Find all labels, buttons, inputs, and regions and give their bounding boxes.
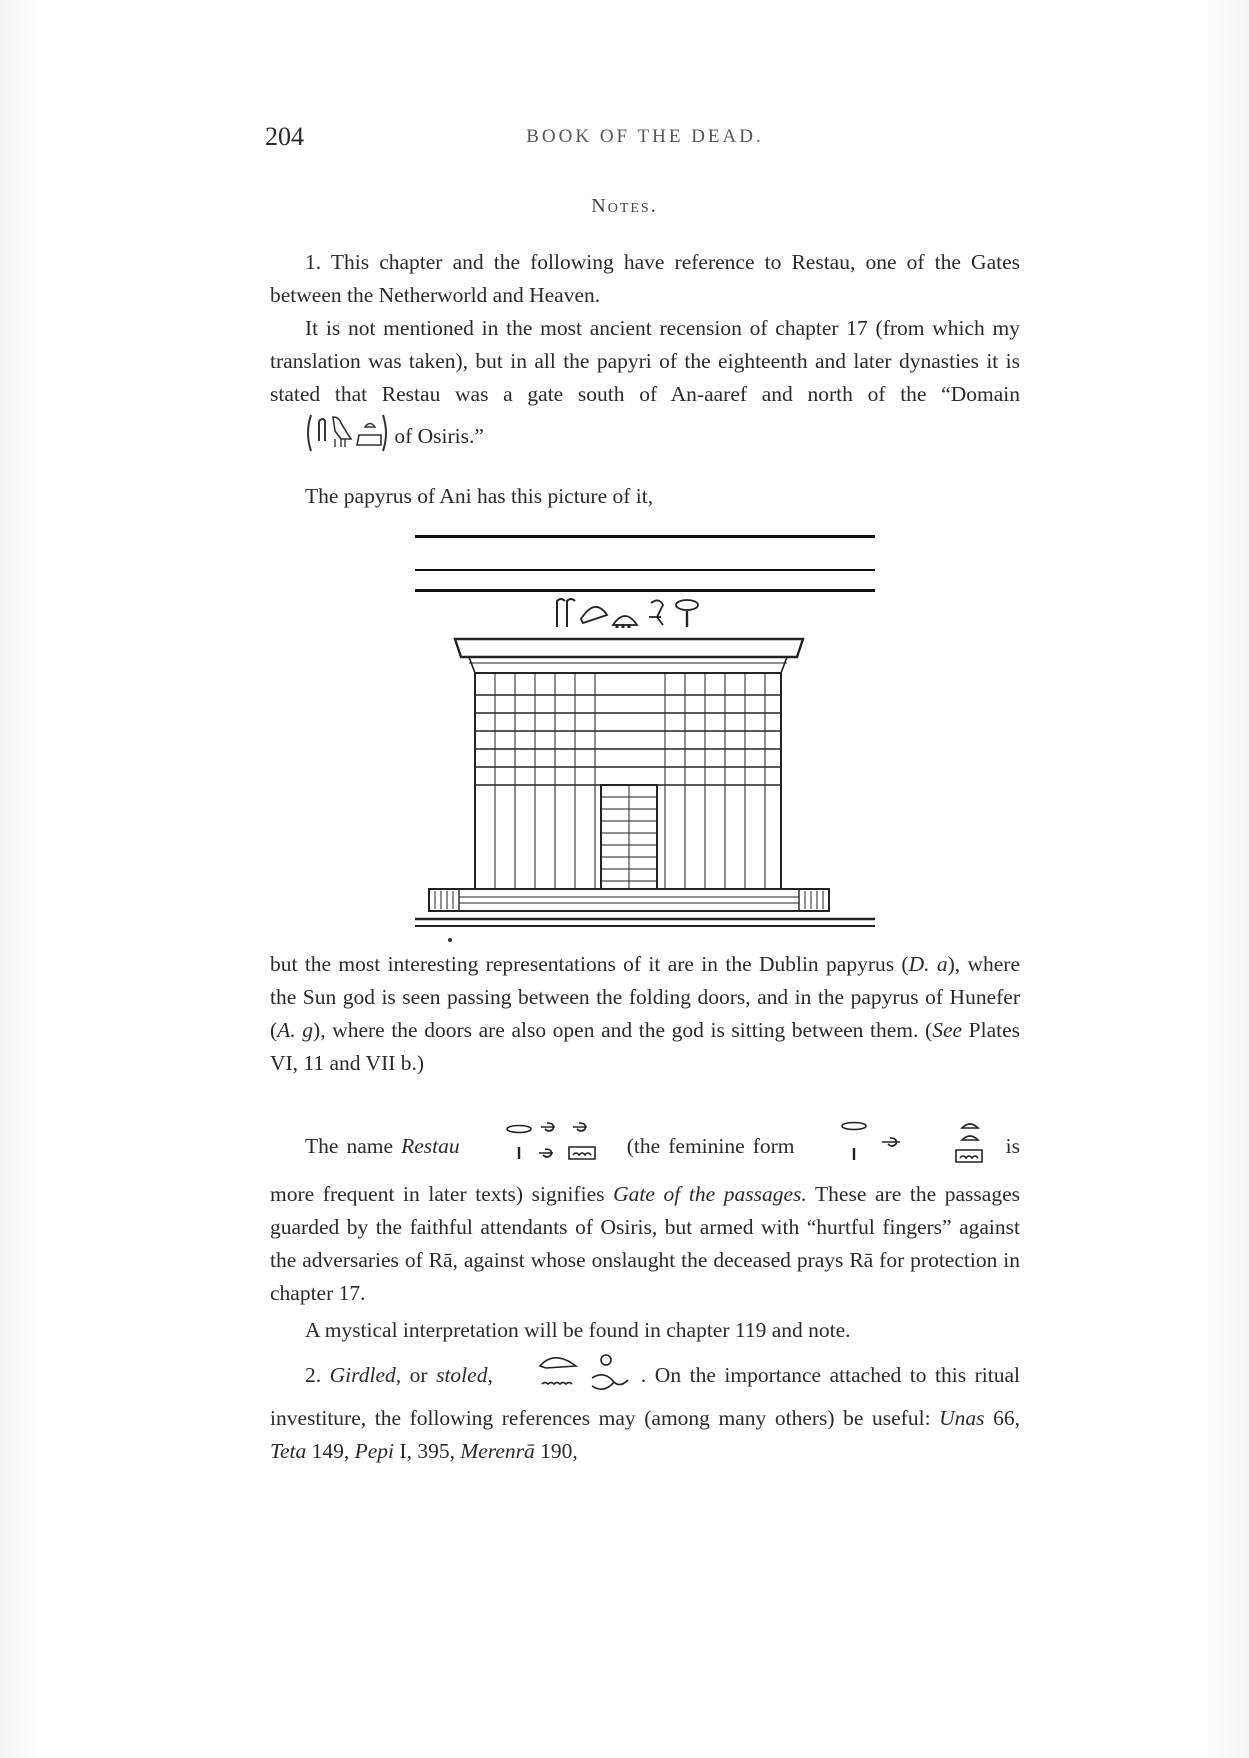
p5-italic-a: Restau	[401, 1133, 460, 1158]
shrine-drawing-icon	[415, 633, 875, 933]
reference-merenra-num: 190,	[534, 1439, 578, 1463]
p5-italic-c: Gate of the passages.	[613, 1182, 807, 1206]
restau-hieroglyph-icon	[468, 1121, 619, 1175]
p4-text-b: ), where the Sun god is seen passing between the folding doors, and in the papyrus of Hunefer (	[270, 952, 1021, 1042]
restau-location-end: of Osiris.”	[394, 423, 484, 448]
reference-unas-num: 66,	[984, 1406, 1020, 1430]
p5-text-c: is more frequent in later texts) signifies	[270, 1133, 1020, 1206]
p5-text-b: (the feminine form	[626, 1133, 803, 1158]
p7-text-c: . On the importance attached to this ritual investiture, the following references may (among many others) be useful:	[270, 1362, 1020, 1430]
shrine-hieroglyph-label-icon	[553, 595, 753, 631]
p4-text-a: but the most interesting representations of it are in the Dublin papyrus (	[270, 952, 909, 976]
reference-teta: Teta	[270, 1439, 307, 1463]
p7-text-b: or	[401, 1362, 437, 1387]
restau-name-paragraph	[270, 1118, 1020, 1310]
reference-pepi: Pepi	[354, 1439, 395, 1463]
p4-italic-b: A. g	[277, 1018, 314, 1042]
reference-pepi-num: I, 395,	[394, 1439, 461, 1463]
figure-top-rule-1	[415, 535, 875, 538]
restau-shrine-figure	[415, 535, 875, 935]
note-1-paragraph: 1. This chapter and the following have reference to Restau, one of the Gates between the Netherworld and Heaven.	[270, 250, 1020, 307]
ani-picture-caption: The papyrus of Ani has this picture of it,	[305, 484, 654, 508]
p5-text-d: These are the passages guarded by the faithful attendants of Osiris, but armed with “hurtful fingers” against the adversaries of Rā, against whose onslaught the deceased prays Rā for protection in chapter 17.	[270, 1182, 1020, 1305]
p7-text-a: 2.	[305, 1362, 330, 1387]
restau-location-text: It is not mentioned in the most ancient recension of chapter 17 (from which my translation was taken), but in all the papyri of the eighteenth and later dynasties it is stated that Restau was a gate south of An-aaref and north of the “Domain	[270, 316, 1020, 406]
p4-text-c: ), where the doors are also open and the god is sitting between them. (	[313, 1018, 933, 1042]
restau-location-paragraph	[270, 312, 1020, 465]
figure-top-rule-3	[415, 589, 875, 592]
note-2-paragraph	[270, 1352, 1020, 1468]
figure-top-rule-2	[415, 569, 875, 571]
figure-dot	[448, 938, 452, 942]
running-title: BOOK OF THE DEAD.	[526, 126, 764, 147]
dublin-papyrus-paragraph	[270, 948, 1020, 1080]
domain-hieroglyph-icon	[270, 411, 389, 465]
page-number: 204	[265, 122, 304, 151]
feminine-form-hieroglyph-icon	[803, 1118, 998, 1178]
p5-text-a: The name	[305, 1133, 402, 1158]
reference-teta-num: 149,	[306, 1439, 355, 1463]
p7-italic-b: stoled,	[436, 1362, 493, 1387]
p4-text-d: Plates VI, 11 and VII b.)	[270, 1018, 1020, 1075]
page-header	[265, 122, 1025, 162]
reference-merenra: Merenrā	[460, 1439, 535, 1463]
girdle-hieroglyph-icon	[501, 1352, 632, 1402]
mystical-interpretation-paragraph: A mystical interpretation will be found in chapter 119 and note.	[305, 1318, 851, 1342]
reference-unas: Unas	[939, 1406, 985, 1430]
p4-italic-c: See	[932, 1018, 963, 1042]
p7-italic-a: Girdled,	[329, 1362, 402, 1387]
p4-italic-a: D. a	[908, 952, 948, 976]
notes-heading: Notes.	[591, 195, 658, 217]
